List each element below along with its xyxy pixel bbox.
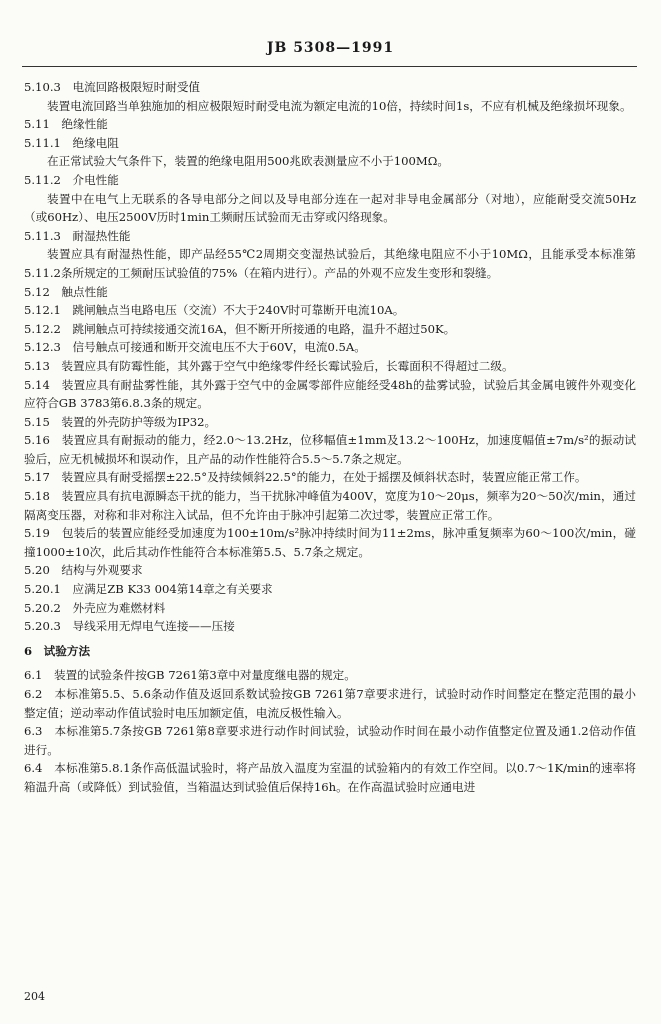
body-paragraph: 装置中在电气上无联系的各导电部分之间以及导电部分连在一起对非导电金属部分（对地），应能耐受交流50Hz（或60Hz）、电压2500V历时1min工频耐压试验而无击穿或闪络现象。 <box>24 191 636 225</box>
clause-paragraph: 5.11.3 耐湿热性能 <box>24 228 131 243</box>
clause-paragraph: 5.14 装置应具有耐盐雾性能，其外露于空气中的金属零部件应能经受48h的盐雾试验，试验后其金属电镀件外观变化应符合GB 3783第6.8.3条的规定。 <box>24 377 636 411</box>
clause-paragraph: 5.11.2 介电性能 <box>24 172 119 187</box>
clause-paragraph: 5.10.3 电流回路极限短时耐受值 <box>24 80 201 94</box>
header-rule <box>22 66 637 67</box>
clause-paragraph: 5.20 结构与外观要求 <box>24 563 143 578</box>
page-number: 204 <box>24 990 45 1003</box>
clause-paragraph: 5.12.1 跳闸触点当电路电压（交流）不大于240V时可靠断开电流10A。 <box>24 303 405 318</box>
body-paragraph: 装置电流回路当单独施加的相应极限短时耐受电流为额定电流的10倍，持续时间1s，不应有机械及绝缘损坏现象。 <box>47 98 632 113</box>
clause-paragraph: 5.19 包装后的装置应能经受加速度为100±10m/s²脉冲持续时间为11±2ms，脉冲重复频率为60～100次/min，碰撞1000±10次，此后其动作性能符合本标准第5.5、5.7条之规定。 <box>24 526 636 559</box>
clause-paragraph: 6.4 本标准第5.8.1条作高低温试验时，将产品放入温度为室温的试验箱内的有效工作空间。以0.7～1K/min的速率将箱温升高（或降低）到试验值，当箱温达到试验值后保持16h。在作高温试验时应通电进 <box>24 761 636 794</box>
clause-paragraph: 5.20.2 外壳应为难燃材料 <box>24 600 166 615</box>
clause-paragraph: 5.20.3 导线采用无焊电气连接——压接 <box>24 619 235 634</box>
clause-paragraph: 5.13 装置应具有防霉性能，其外露于空气中绝缘零件经长霉试验后，长霉面积不得超过二级。 <box>24 358 514 373</box>
page-header: JB 5308—1991 <box>266 40 395 56</box>
clause-paragraph: 6.3 本标准第5.7条按GB 7261第8章要求进行动作时间试验，试验动作时间在最小动作值整定位置及通1.2倍动作值进行。 <box>24 724 636 757</box>
clause-paragraph: 5.20.1 应满足ZB K33 004第14章之有关要求 <box>24 582 273 597</box>
body-paragraph: 装置应具有耐湿热性能，即产品经55℃2周期交变湿热试验后，其绝缘电阻应不小于10MΩ，且能承受本标准第5.11.2条所规定的工频耐压试验值的75%（在箱内进行）。产品的外观不应发生变形和裂缝。 <box>24 247 636 280</box>
clause-paragraph: 5.12.2 跳闸触点可持续接通交流16A，但不断开所接通的电路，温升不超过50K。 <box>24 321 456 336</box>
clause-paragraph: 5.11.1 绝缘电阻 <box>24 135 119 150</box>
document-body <box>24 78 636 797</box>
clause-paragraph: 5.12 触点性能 <box>24 284 108 299</box>
clause-paragraph: 6.1 装置的试验条件按GB 7261第3章中对量度继电器的规定。 <box>24 668 356 683</box>
clause-paragraph: 6.2 本标准第5.5、5.6条动作值及返回系数试验按GB 7261第7章要求进行，试验时动作时间整定在整定范围的最小整定值；逆动率动作值试验时电压加额定值，电流反极性输入。 <box>24 687 636 720</box>
clause-paragraph: 5.18 装置应具有抗电源瞬态干扰的能力，当干扰脉冲峰值为400V，宽度为10～20μs，频率为20～50次/min，通过隔离变压器，对称和非对称注入试品，但不允许由于脉冲引起第二次过零，装置应正常工作。 <box>24 489 636 522</box>
clause-paragraph: 5.11 绝缘性能 <box>24 117 108 132</box>
clause-paragraph: 5.16 装置应具有耐振动的能力，经2.0～13.2Hz，位移幅值±1mm及13.2～100Hz，加速度幅值±7m/s²的振动试验后，应无机械损坏和误动作，且产品的动作性能符合5.5～5.7条之规定。 <box>24 433 636 466</box>
clause-paragraph: 5.17 装置应具有耐受摇摆±22.5°及持续倾斜22.5°的能力，在处于摇摆及倾斜状态时，装置应能正常工作。 <box>24 470 587 485</box>
clause-paragraph: 5.15 装置的外壳防护等级为IP32。 <box>24 414 217 429</box>
body-paragraph: 在正常试验大气条件下，装置的绝缘电阻用500兆欧表测量应不小于100MΩ。 <box>47 154 449 169</box>
clause-paragraph: 5.12.3 信号触点可接通和断开交流电压不大于60V，电流0.5A。 <box>24 340 366 355</box>
section-heading: 6 试验方法 <box>24 643 91 658</box>
